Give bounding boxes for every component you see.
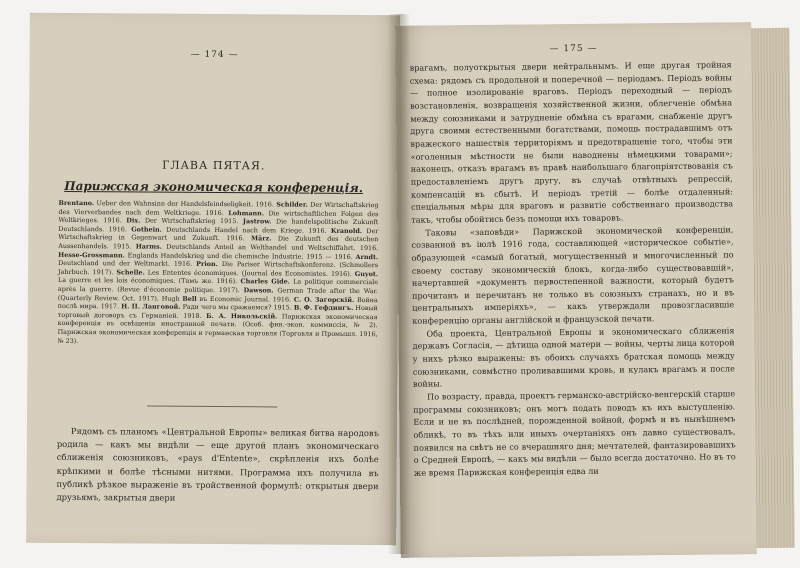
bib-entry: Les Ententes économiques. (Journal des Economistes. 1916). xyxy=(144,268,355,278)
bib-entry: Deutschlands Handel nach dem Kriege. 1916. xyxy=(161,225,331,235)
bib-entry: Ради чего мы сражаемся? 1915. xyxy=(180,302,294,312)
bib-entry: Ueber den Wahnsinn der Handelsfeindseligkeit. 1916. xyxy=(94,199,277,209)
bib-entry: Новый торговый договоръ съ Германіей. 1918. xyxy=(57,304,378,320)
bib-entry: Englands Handelskrieg und die chemische Industrie. 1915 — 1916. xyxy=(124,250,356,261)
bib-author: Hesse-Grossmann. xyxy=(58,250,125,259)
right-page xyxy=(395,22,757,558)
bib-author: Arndt. xyxy=(355,252,379,261)
bib-entry: La politique commerciale après la guerre. (Revue d'économie politique. 1917). xyxy=(57,277,379,295)
bib-author: Prion. xyxy=(196,260,218,269)
bib-entry: Die Zukunft des deutschen Aussenhandels. 1915. xyxy=(58,234,379,251)
bib-author: März. xyxy=(250,234,272,243)
bib-author: Bell xyxy=(182,294,197,303)
bib-entry: Deutschland und der Weltmarkt. 1916. xyxy=(58,259,197,269)
bib-entry: Der Wirtschaftskrieg in Gegenwart und Zukunft. 1916. xyxy=(58,226,379,243)
left-body-text: Рядомъ съ планомъ «Центральной Европы» великая битва народовъ родила — какъ мы видѣли — еще другой планъ экономическаго сближенія союзниковъ, «pays d'Entente», скрѣпленія ихъ болѣе крѣпкими и болѣе тѣсными нитями. Программа ихъ получила въ публикѣ рѣзкое выраженіе въ тройственной формулѣ: открытыя двери друзьямъ, закрытыя двери xyxy=(56,426,379,503)
bib-author: Schelle. xyxy=(116,268,145,277)
paragraph: врагамъ, полуоткрытыя двери нейтральнымъ. И еще другая тройная схема: рядомъ съ продольной и поперечной — періодамъ. Періодъ войны — полное изолированіе враговъ. Періодъ переходный — періодъ возстановленія, возвращенія хозяйственной жизни, облегченіе обмѣна между союзниками и затрудненіе обмѣна съ врагами, снабженіе другъ друга своими естественными богатствами, помощь пострадавшимъ отъ вражеского нашествія территоріямъ и предотвращеніе того, чтобы эти «оголенныя мѣстности не были наводнены нѣмецкими товарами»; наконецъ, отказъ врагамъ въ правѣ наибольшаго благопріятствованія съ предоставленіемъ другъ другу, въ случаѣ отвѣтныхъ репрессій, компенсацій въ сбытѣ. И періодъ третій — болѣе отдаленный: спеціальныя мѣры для враговъ и развитіе собственнаго производства такъ, чтобы обойтись безъ помощи ихъ товаровъ. xyxy=(409,59,734,225)
paragraph: Таковы «заповѣди» Парижской экономической конференціи, созванной въ іюлѣ 1916 года, составляющей «историческое событіе», образующей «самый богатый, могущественный и многочисленный по своему составу экономическій блокъ, когда-либо существовавшій», начертавшей «документъ первостепенной важности, который будетъ прочитанъ и перечитанъ не только въ союзныхъ странахъ, но и въ центральныхъ имперіяхъ», — какъ утверждали провозгласившіе конференцію органы англійской и французской печати. xyxy=(411,223,735,326)
left-page xyxy=(26,13,400,546)
bib-author: Kranold. xyxy=(330,226,363,235)
bib-author: Brentano. xyxy=(58,198,95,208)
bib-entry: German Trade after the War. (Quarterly Review. Oct. 1917). Hugh xyxy=(57,286,378,303)
bib-entry: Der Wirtschaftskrieg 1915. xyxy=(140,216,243,226)
bib-entry: Deutschlands Anteil an Welthandel und Weltschiffahrt. 1916. xyxy=(161,242,379,253)
bibliography xyxy=(58,199,379,347)
bib-author: Guyot. xyxy=(354,269,379,278)
bib-entry: въ Economic Journal. 1916. xyxy=(196,294,294,304)
book-gutter xyxy=(388,14,410,554)
bib-entry: Die wirtschaftlichen Folgen des Weltkrieges. 1916. xyxy=(58,208,379,225)
bib-author: Dawson. xyxy=(243,286,274,295)
bib-author: Jastrow. xyxy=(242,217,272,226)
section-title: Парижская экономическая конференція. xyxy=(64,178,364,196)
paragraph: Оба проекта, Центральной Европы и экономическаго сближенія державъ Согласія, — дѣтища одной матери — войны, черты лица которой у нихъ рѣзко выражены: въ обоихъ случаяхъ братская помощь между союзниками, совмѣстно проливавшими кровь, и кулакъ врагамъ и после войны. xyxy=(412,325,735,390)
bib-entry: Парижская экономическая конференція въ освѣщеніи иностранной печати. (Особ. фин.-экон. коммиссія, № 2). Парижская экономическая конференція и германская торговля (Торговля и Промышл. 1916, № 23). xyxy=(57,312,378,345)
bib-author: В. Ф. Гефдингъ. xyxy=(293,303,354,313)
bib-author: Harms. xyxy=(135,242,162,251)
left-page-number: — 174 — xyxy=(190,49,239,61)
bib-author: Б. А. Никольскій. xyxy=(206,311,278,321)
bib-author: Schilder. xyxy=(276,200,308,209)
right-body-text xyxy=(410,58,736,479)
bib-author: Charles Gide. xyxy=(240,277,290,286)
bib-entry: Der Wirtschaftskrieg des Vierverbandes nach dem Weltkriege. 1916. xyxy=(58,200,379,217)
section-divider xyxy=(147,406,277,408)
bib-author: Lohmann. xyxy=(228,208,265,217)
bib-author: Gothein. xyxy=(131,225,162,234)
bib-entry: Die handelspolitische Zukunft Deutschlands. 1916. xyxy=(58,217,379,234)
right-page-number: — 175 — xyxy=(549,43,598,55)
page-edges xyxy=(749,28,794,548)
bib-author: Dix. xyxy=(126,216,141,225)
bib-author: С. О. Загорскій. xyxy=(293,295,355,304)
paragraph: По возрасту, правда, проектъ германско-австрійско-венгерскій старше программы союзниковъ; онъ могъ подать поводъ къ ихъ выступленію. Если и не въ послѣдней, порожденной войной, формѣ и въ нынѣшнемъ обликѣ, то въ тѣхъ или иныхъ очертаніяхъ онъ давно существовалъ, появился на свѣтъ не со вчерашняго дня; мечтателей, фантазировавшихъ о Средней Европѣ, — какъ мы видѣли — было всегда достаточно. Но въ то же время Парижская конференція едва ли xyxy=(413,388,736,478)
bib-entry: La guerre et les lois économiques. (Тамъ же. 1916). xyxy=(57,276,241,286)
bib-author: Н. П. Ланговой. xyxy=(121,302,181,311)
chapter-heading: ГЛАВА ПЯТАЯ. xyxy=(162,158,266,173)
bib-entry: Die Pariser Wirtschaftskonferenz. (Schmollers Jahrbuch. 1917). xyxy=(58,260,379,277)
bib-entry: Война послѣ мира. 1917. xyxy=(57,295,378,311)
